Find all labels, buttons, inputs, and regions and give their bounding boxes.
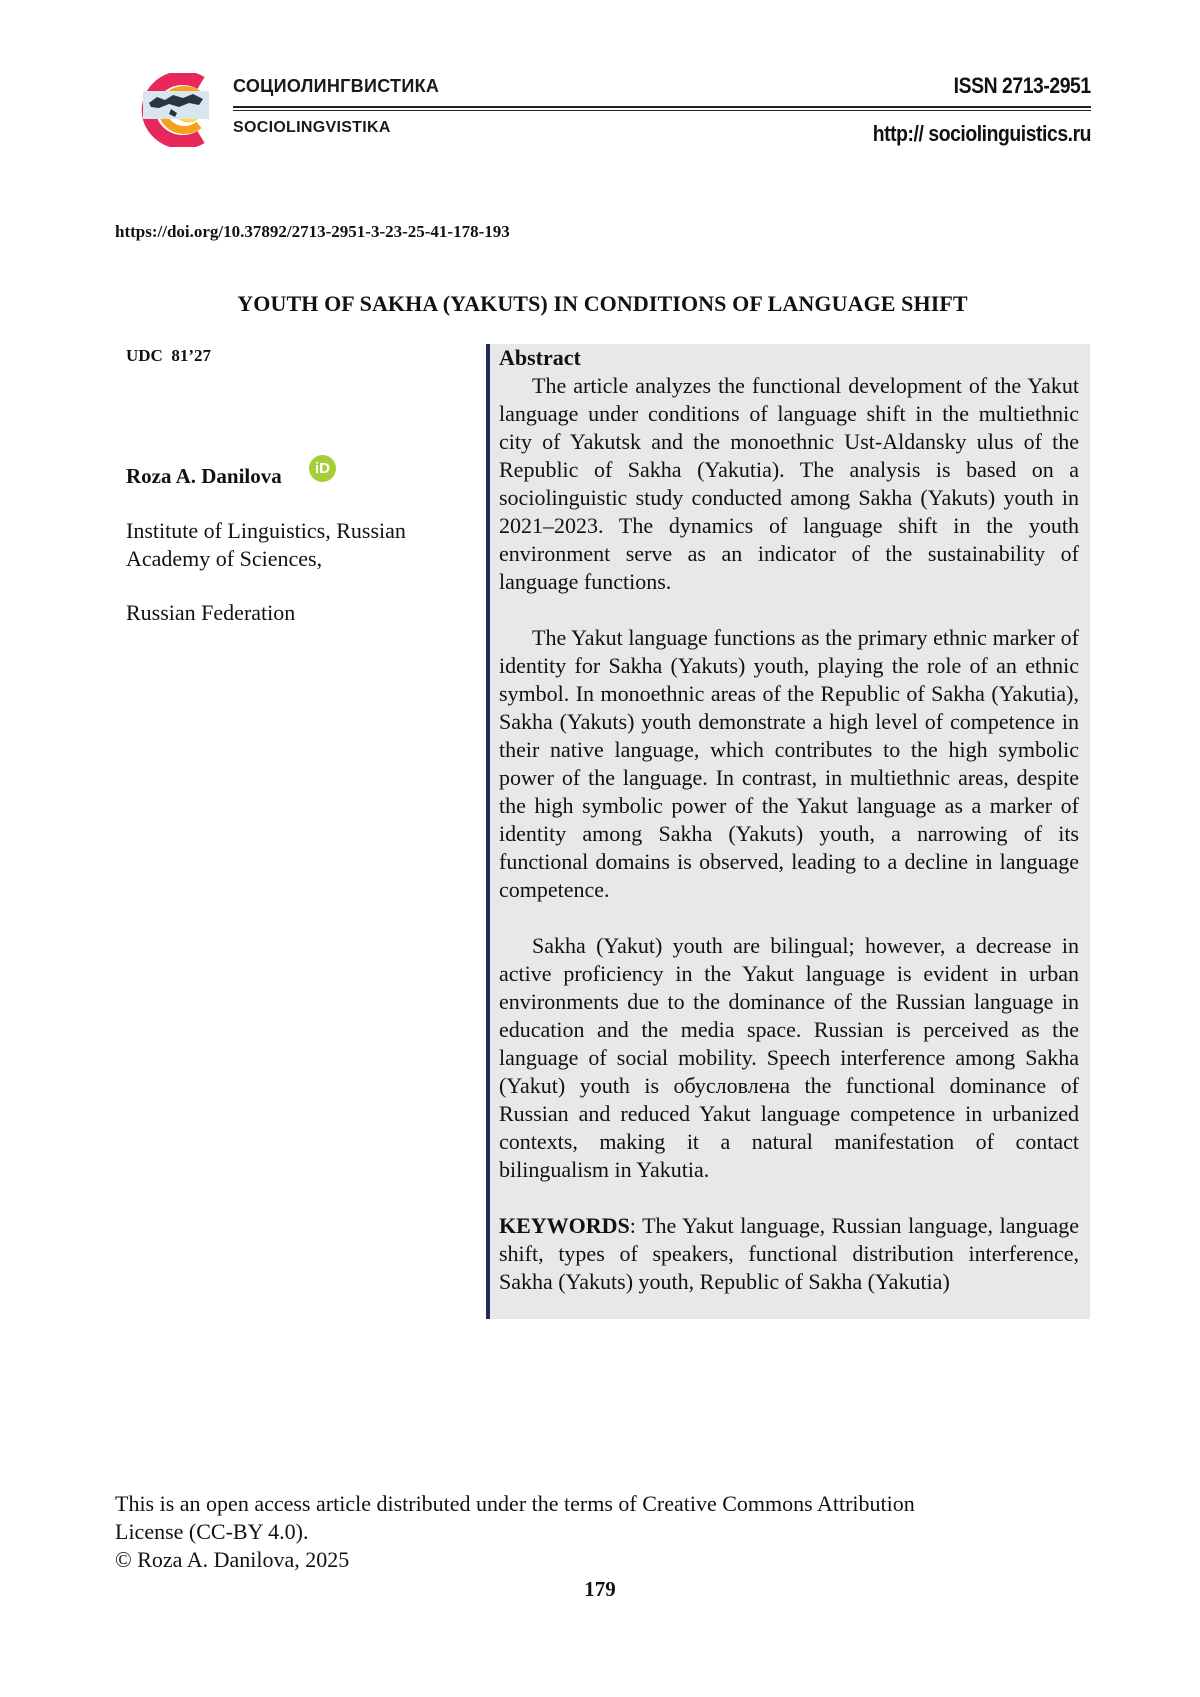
copyright: © Roza A. Danilova, 2025 [115, 1547, 350, 1572]
journal-title-en: SOCIOLINGVISTIKA [233, 119, 391, 136]
abstract-paragraph: Sakha (Yakut) youth are bilingual; however, a decrease in active proficiency in the Yakut language is evident in urban environments due to the dominance of the Russian language in education and the media space. Russian is perceived as the language of social mobility. Speech interference among Sakha (Yakut) youth is обусловлена the functional dominance of Russian and reduced Yakut language competence in urbanized contexts, making it a natural manifestation of contact bilingualism in Yakutia. [499, 933, 1079, 1182]
udc-code: UDC 81’27 [126, 346, 211, 365]
page-number: 179 [584, 1577, 616, 1601]
keywords-label: KEYWORDS [499, 1213, 630, 1238]
license-text-cont: License (CC-BY 4.0). [115, 1519, 309, 1544]
abstract-paragraph: The Yakut language functions as the primary ethnic marker of identity for Sakha (Yakuts) youth, playing the role of an ethnic symbol. In monoethnic areas of the Republic of Sakha (Yakutia), Sakha (Yakuts) youth demonstrate a high level of competence in their native language, which contributes to the high symbolic power of the language. In contrast, in multiethnic areas, despite the high symbolic power of the Yakut language as a marker of identity among Sakha (Yakuts) youth, a narrowing of its functional domains is observed, leading to a decline in language competence. [499, 625, 1079, 902]
license-text: This is an open access article distributed under the terms of Creative Commons Attribution [115, 1491, 915, 1516]
issn: ISSN 2713-2951 [954, 73, 1091, 98]
journal-title-ru: СОЦИОЛИНГВИСТИКА [233, 76, 440, 96]
keywords [499, 1212, 1079, 1296]
article-title: YOUTH OF SAKHA (YAKUTS) IN CONDITIONS OF LANGUAGE SHIFT [237, 291, 968, 316]
keywords-list: : The Yakut language, Russian language, language shift, types of speakers, functional distribution interference, Sakha (Yakuts) youth, Republic of Sakha (Yakutia) [499, 1213, 1079, 1294]
abstract-section [499, 344, 1079, 1296]
doi-link[interactable]: https://doi.org/10.37892/2713-2951-3-23-25-41-178-193 [115, 222, 510, 241]
abstract-paragraph: The article analyzes the functional development of the Yakut language under conditions of language shift in the multiethnic city of Yakutsk and the monoethnic Ust-Aldansky ulus of the Republic of Sakha (Yakutia). The analysis is based on a sociolinguistic study conducted among Sakha (Yakuts) youth in 2021–2023. The dynamics of language shift in the youth environment serve as an indicator of the sustainability of language functions. [499, 373, 1079, 594]
license-footer [115, 1490, 1095, 1574]
author-country: Russian Federation [126, 600, 296, 625]
abstract-heading: Abstract [499, 345, 581, 370]
orcid-icon[interactable]: iD [309, 455, 336, 482]
journal-logo [113, 73, 213, 147]
author-affiliation: Institute of Linguistics, Russian Academy of Sciences, [126, 518, 406, 571]
header-rule [233, 106, 1091, 108]
abstract-accent-bar [486, 344, 490, 1319]
author-name: Roza A. Danilova [126, 464, 282, 488]
journal-website-link[interactable]: http:// sociolinguistics.ru [872, 121, 1091, 146]
header-rule-thin [233, 110, 1091, 111]
